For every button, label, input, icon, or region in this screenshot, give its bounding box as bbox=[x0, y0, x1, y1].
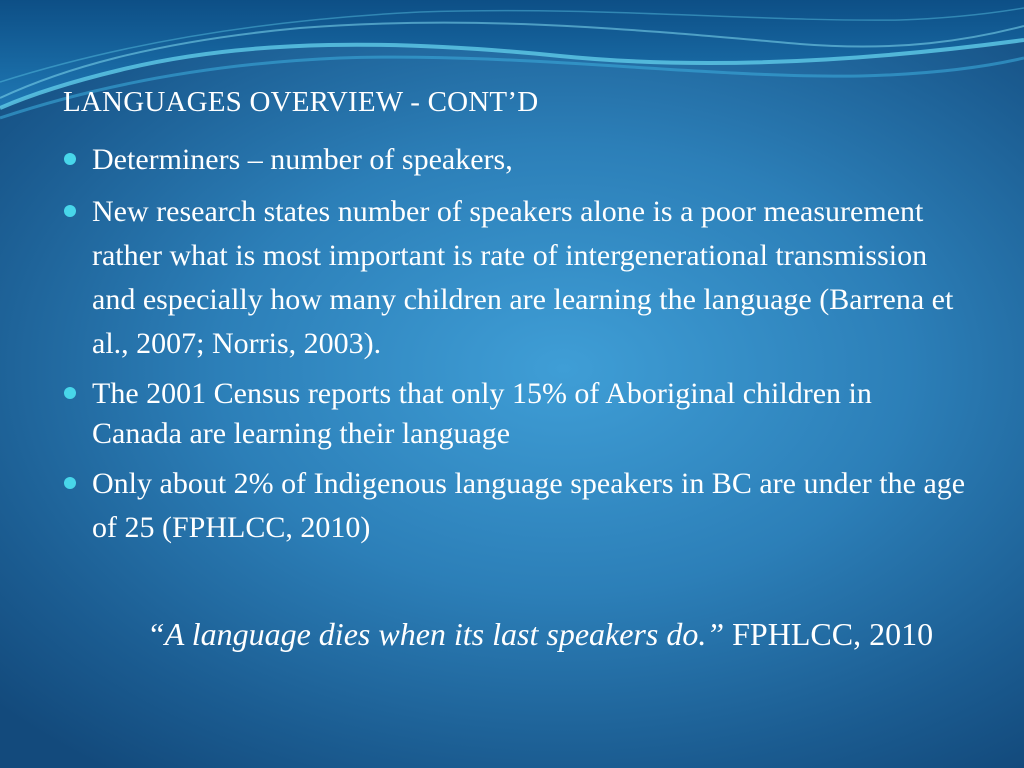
quote-block bbox=[40, 610, 1024, 658]
bullet-dot-icon bbox=[64, 477, 76, 489]
bullet-item-census bbox=[62, 374, 967, 454]
bullet-item-new-research bbox=[62, 190, 967, 366]
bullet-dot-icon bbox=[64, 387, 76, 399]
bullet-item-determiners bbox=[62, 138, 967, 182]
quote-text: “A language dies when its last speakers do.” bbox=[146, 616, 725, 652]
quote-attribution: FPHLCC, 2010 bbox=[724, 616, 934, 652]
bullet-list bbox=[62, 138, 967, 550]
bullet-text: Determiners – number of speakers, bbox=[92, 143, 513, 176]
bullet-dot-icon bbox=[64, 153, 76, 165]
bullet-item-bc-speakers bbox=[62, 462, 967, 550]
bullet-text: Only about 2% of Indigenous language speakers in BC are under the age of 25 (FPHLCC, 2010) bbox=[92, 467, 966, 544]
bullet-text: The 2001 Census reports that only 15% of Aboriginal children in Canada are learning their language bbox=[92, 377, 872, 450]
slide-title: LANGUAGES OVERVIEW - CONT’D bbox=[63, 86, 539, 118]
bullet-dot-icon bbox=[64, 205, 76, 217]
bullet-text: New research states number of speakers alone is a poor measurement rather what is most important is rate of intergenerational transmission and especially how many children are learning the language (Barrena et al., 2007; Norris, 2003). bbox=[92, 195, 954, 360]
